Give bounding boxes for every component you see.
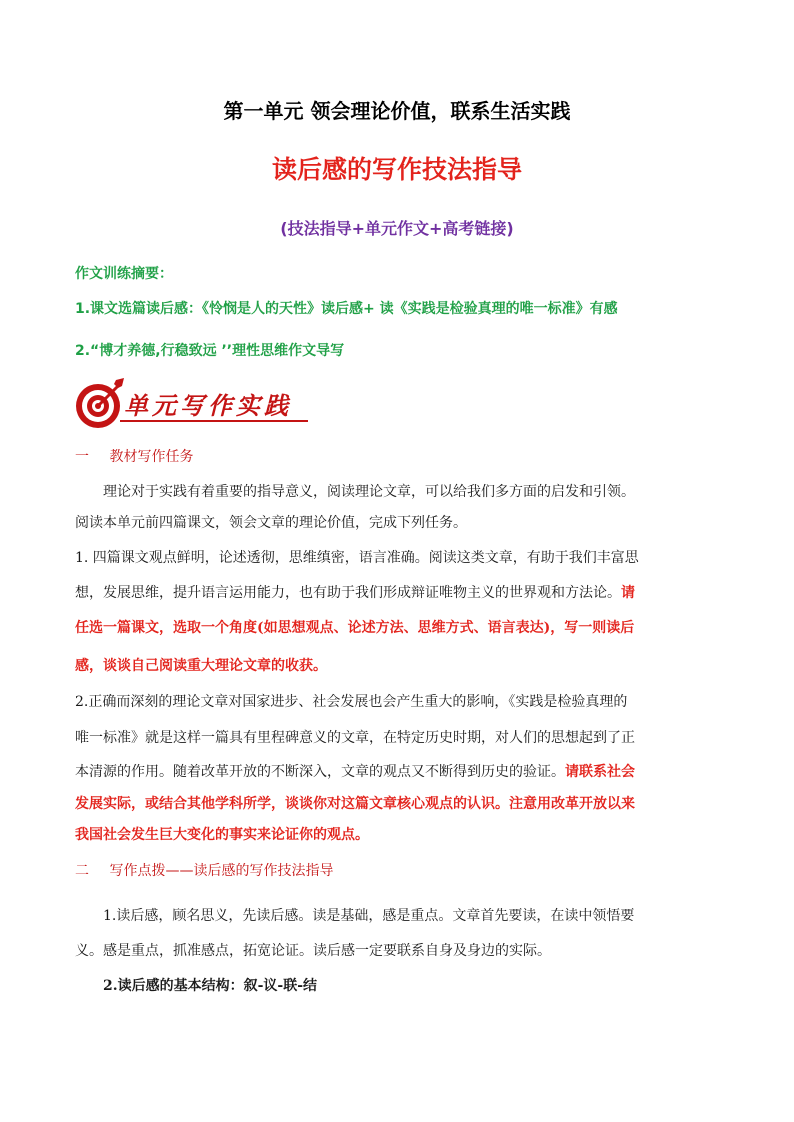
task-1-line-2-red: 请: [621, 585, 635, 601]
banner-underline: [120, 420, 308, 422]
task-1-line-3: 任选一篇课文，选取一个角度(如思想观点、论述方法、思维方式、语言表达)，写一则读后: [75, 620, 635, 636]
section-1-title: 教材写作任务: [109, 449, 194, 465]
main-title: 读后感的写作技法指导: [271, 155, 522, 184]
unit-practice-banner: [72, 374, 312, 434]
task-1-line-1: 1. 四篇课文观点鲜明，论述透彻，思维缜密，语言准确。阅读这类文章，有助于我们丰富思: [75, 550, 639, 566]
task-2-line-4: 发展实际，或结合其他学科所学，谈谈你对这篇文章核心观点的认识。注意用改革开放以来: [75, 796, 635, 812]
section-1-heading: [75, 446, 193, 466]
task-1-line-2-text: 想，发展思维，提升语言运用能力，也有助于我们形成辩证唯物主义的世界观和方法论。: [75, 585, 621, 601]
unit-title: 第一单元 领会理论价值，联系生活实践: [223, 99, 571, 123]
task-2-line-5: 我国社会发生巨大变化的事实来论证你的观点。: [75, 827, 369, 843]
task-2-line-3: [75, 761, 635, 781]
tip-2-structure: 2.读后感的基本结构：叙-议-联-结: [103, 978, 318, 994]
target-icon: [72, 376, 128, 432]
section-2-number: 二: [75, 863, 89, 879]
summary-item-1: 1.课文选篇读后感：《怜悯是人的天性》读后感+ 读《实践是检验真理的唯一标准》有感: [75, 301, 618, 317]
summary-label: 作文训练摘要：: [75, 266, 173, 282]
section-1-number: 一: [75, 449, 89, 465]
tip-1-line-2: 义。感是重点，抓准感点，拓宽论证。读后感一定要联系自身及身边的实际。: [75, 943, 551, 959]
task-1-line-2: [75, 582, 635, 602]
section-2-heading: [75, 860, 333, 880]
tip-1-line-1: 1.读后感，顾名思义，先读后感。读是基础，感是重点。文章首先要读，在读中领悟要: [103, 908, 635, 924]
subtitle: (技法指导+单元作文+高考链接): [280, 219, 514, 238]
task-2-line-3-red: 请联系社会: [565, 764, 635, 780]
summary-item-2: 2.“博才养德,行稳致远 ’’理性思维作文导写: [75, 343, 345, 359]
task-2-line-2: 唯一标准》就是这样一篇具有里程碑意义的文章，在特定历史时期，对人们的思想起到了正: [75, 730, 635, 746]
banner-title: 单元写作实践: [124, 391, 292, 420]
intro-line-1: 理论对于实践有着重要的指导意义，阅读理论文章，可以给我们多方面的启发和引领。: [103, 484, 635, 500]
task-2-line-3-text: 本清源的作用。随着改革开放的不断深入，文章的观点又不断得到历史的验证。: [75, 764, 565, 780]
task-2-line-1: 2.正确而深刻的理论文章对国家进步、社会发展也会产生重大的影响，《实践是检验真理的: [75, 694, 628, 710]
section-2-title: 写作点拨——读后感的写作技法指导: [109, 863, 334, 879]
task-1-line-4: 感，谈谈自己阅读重大理论文章的收获。: [75, 658, 327, 674]
intro-line-2: 阅读本单元前四篇课文，领会文章的理论价值，完成下列任务。: [75, 515, 467, 531]
